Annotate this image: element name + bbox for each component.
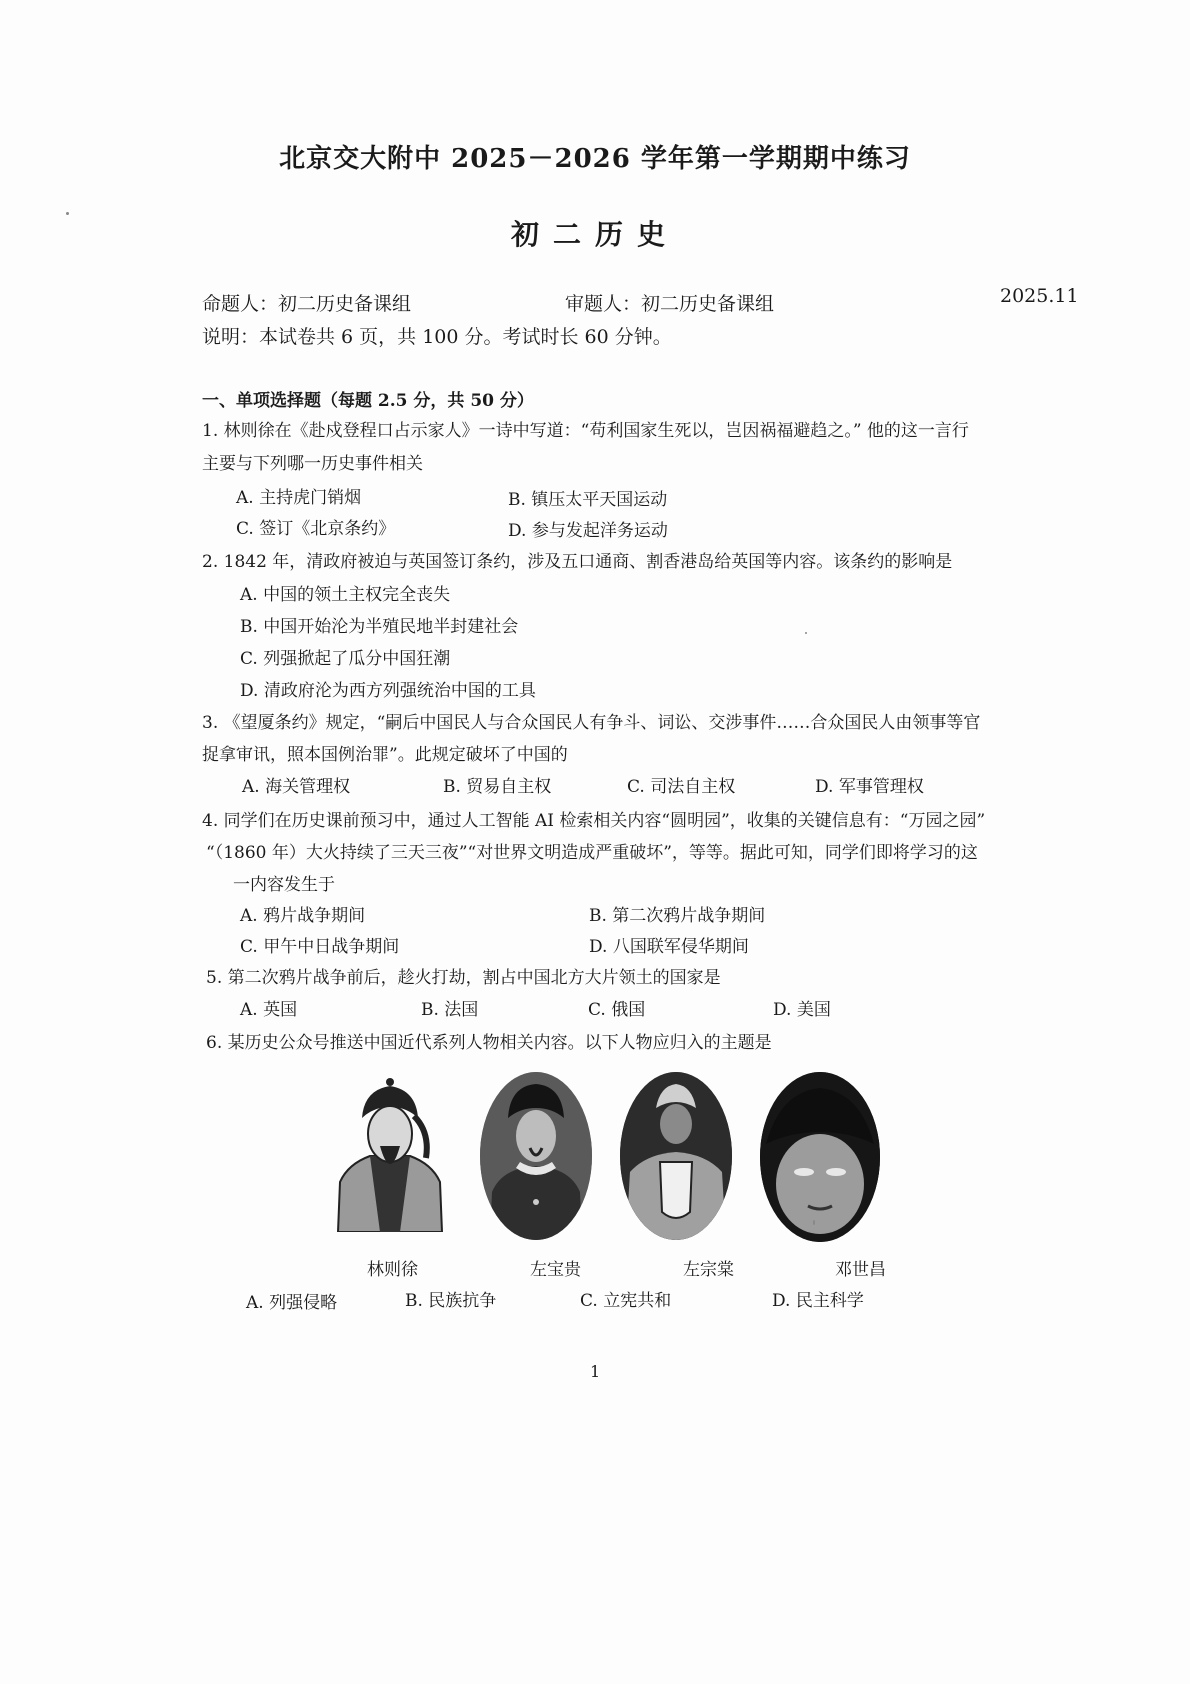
question-stem: 2. 1842 年，清政府被迫与英国签订条约，涉及五口通商、割香港岛给英国等内容。该条约的影响是 [202,552,953,572]
section-heading: 一、单项选择题（每题 2.5 分，共 50 分） [202,391,534,411]
question-stem: “（1860 年）大火持续了三天三夜”“对世界文明造成严重破坏”，等等。据此可知，同学们即将学习的这 [206,843,978,863]
exam-instructions: 说明：本试卷共 6 页，共 100 分。考试时长 60 分钟。 [202,326,672,348]
question-stem: 1. 林则徐在《赴戍登程口占示家人》一诗中写道：“苟利国家生死以，岂因祸福避趋之。” 他的这一言行 [202,421,969,441]
option-d[interactable]: D. 军事管理权 [815,777,924,797]
portrait-zuo-baogui [480,1072,592,1240]
page-number: 1 [590,1362,601,1381]
portrait-zuo-zongtang [620,1072,732,1240]
option-b[interactable]: B. 法国 [421,1000,479,1020]
exam-title: 北京交大附中 2025－2026 学年第一学期期中练习 [279,144,911,174]
option-b[interactable]: B. 第二次鸦片战争期间 [589,906,766,926]
option-b[interactable]: B. 民族抗争 [405,1291,497,1311]
option-b[interactable]: B. 贸易自主权 [443,777,552,797]
option-b[interactable]: B. 镇压太平天国运动 [508,490,668,510]
scan-speck [813,1220,815,1225]
option-a[interactable]: A. 列强侵略 [246,1293,338,1313]
option-c[interactable]: C. 立宪共和 [580,1291,672,1311]
option-d[interactable]: D. 参与发起洋务运动 [508,521,668,541]
option-b[interactable]: B. 中国开始沦为半殖民地半封建社会 [240,617,519,637]
portrait-deng-shichang [760,1072,880,1242]
portrait-caption: 邓世昌 [835,1260,886,1280]
option-d[interactable]: D. 清政府沦为西方列强统治中国的工具 [240,681,536,701]
portrait-caption: 左宝贵 [530,1260,581,1280]
question-stem: 5. 第二次鸦片战争前后，趁火打劫，割占中国北方大片领土的国家是 [206,968,721,988]
option-c[interactable]: C. 列强掀起了瓜分中国狂潮 [240,649,451,669]
exam-subject: 初二历史 [510,218,679,251]
scan-speck [66,212,69,215]
portrait-gallery [330,1072,950,1242]
exam-date: 2025.11 [1000,285,1079,307]
option-a[interactable]: A. 主持虎门销烟 [236,488,362,508]
question-stem: 4. 同学们在历史课前预习中，通过人工智能 AI 检索相关内容“圆明园”，收集的关键信息有：“万园之园” [202,811,986,831]
question-setter: 命题人：初二历史备课组 [202,293,412,315]
question-reviewer: 审题人：初二历史备课组 [565,293,775,315]
question-stem: 6. 某历史公众号推送中国近代系列人物相关内容。以下人物应归入的主题是 [206,1033,772,1053]
option-c[interactable]: C. 司法自主权 [627,777,736,797]
option-c[interactable]: C. 俄国 [588,1000,646,1020]
option-a[interactable]: A. 中国的领土主权完全丧失 [240,585,451,605]
portrait-caption: 林则徐 [367,1260,418,1280]
option-a[interactable]: A. 鸦片战争期间 [240,906,366,926]
question-stem: 主要与下列哪一历史事件相关 [202,454,423,474]
question-stem: 捉拿审讯，照本国例治罪”。此规定破坏了中国的 [202,745,568,765]
option-c[interactable]: C. 签订《北京条约》 [236,519,396,539]
question-stem: 3. 《望厦条约》规定，“嗣后中国民人与合众国民人有争斗、词讼、交涉事件……合众国民人由领事等官 [202,713,981,733]
option-c[interactable]: C. 甲午中日战争期间 [240,937,400,957]
option-a[interactable]: A. 英国 [240,1000,298,1020]
option-d[interactable]: D. 美国 [773,1000,831,1020]
option-d[interactable]: D. 八国联军侵华期间 [589,937,749,957]
question-stem: 一内容发生于 [233,875,335,895]
option-d[interactable]: D. 民主科学 [772,1291,864,1311]
portrait-caption: 左宗棠 [683,1260,734,1280]
scan-speck [805,632,807,634]
portrait-lin-zexu [330,1072,450,1232]
option-a[interactable]: A. 海关管理权 [242,777,351,797]
